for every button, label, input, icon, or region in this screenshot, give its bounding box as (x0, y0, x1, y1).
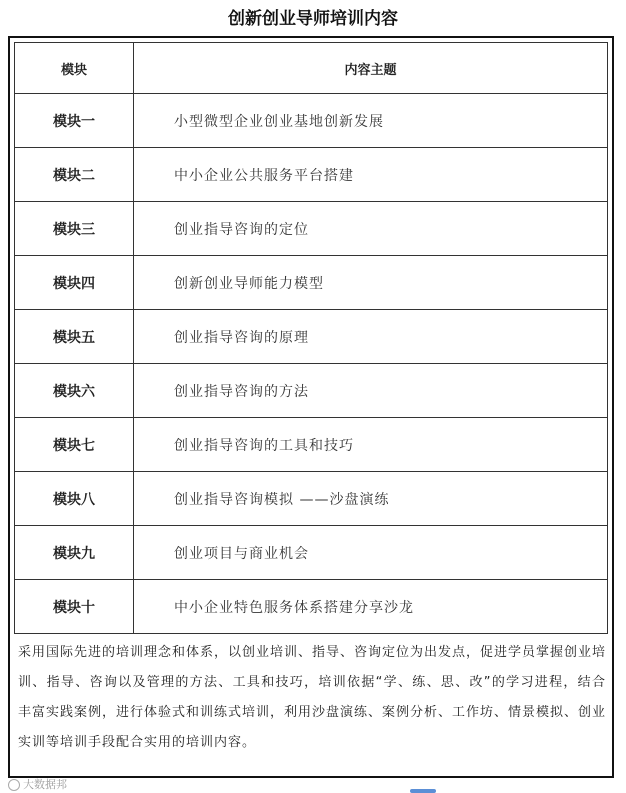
table-header-row (15, 43, 608, 94)
module-cell: 模块二 (15, 148, 134, 202)
module-cell: 模块六 (15, 364, 134, 418)
page-title: 创新创业导师培训内容 (228, 9, 398, 29)
header-topic: 内容主题 (134, 43, 608, 94)
table-row (15, 472, 608, 526)
table-row (15, 580, 608, 634)
topic-cell: 创业指导咨询模拟 ——沙盘演练 (134, 472, 608, 526)
topic-cell: 创业指导咨询的原理 (134, 310, 608, 364)
training-table (14, 42, 608, 634)
topic-cell: 中小企业公共服务平台搭建 (134, 148, 608, 202)
module-cell: 模块五 (15, 310, 134, 364)
table-row (15, 94, 608, 148)
table-row (15, 364, 608, 418)
table-row (15, 526, 608, 580)
module-cell: 模块三 (15, 202, 134, 256)
scroll-indicator (410, 789, 436, 793)
module-cell: 模块九 (15, 526, 134, 580)
training-description: 采用国际先进的培训理念和体系，以创业培训、指导、咨询定位为出发点，促进学员掌握创业培训、指导、咨询以及管理的方法、工具和技巧，培训依据“学、练、思、改”的学习进程，结合丰富实践案例，进行体验式和训练式培训，利用沙盘演练、案例分析、工作坊、情景模拟、创业实训等培训手段配合实用的培训内容。 (18, 645, 607, 750)
watermark-logo-icon (8, 779, 20, 791)
table-row (15, 148, 608, 202)
topic-cell: 小型微型企业创业基地创新发展 (134, 94, 608, 148)
table-row (15, 418, 608, 472)
topic-cell: 创业指导咨询的工具和技巧 (134, 418, 608, 472)
watermark (8, 776, 67, 792)
module-cell: 模块十 (15, 580, 134, 634)
topic-cell: 创业项目与商业机会 (134, 526, 608, 580)
table-row (15, 310, 608, 364)
content-frame (8, 36, 614, 778)
table-row (15, 202, 608, 256)
watermark-text: 大数据邦 (23, 778, 67, 791)
module-cell: 模块八 (15, 472, 134, 526)
topic-cell: 创业指导咨询的定位 (134, 202, 608, 256)
topic-cell: 创业指导咨询的方法 (134, 364, 608, 418)
topic-cell: 创新创业导师能力模型 (134, 256, 608, 310)
table-row (15, 256, 608, 310)
header-module: 模块 (15, 43, 134, 94)
module-cell: 模块一 (15, 94, 134, 148)
module-cell: 模块七 (15, 418, 134, 472)
module-cell: 模块四 (15, 256, 134, 310)
topic-cell: 中小企业特色服务体系搭建分享沙龙 (134, 580, 608, 634)
